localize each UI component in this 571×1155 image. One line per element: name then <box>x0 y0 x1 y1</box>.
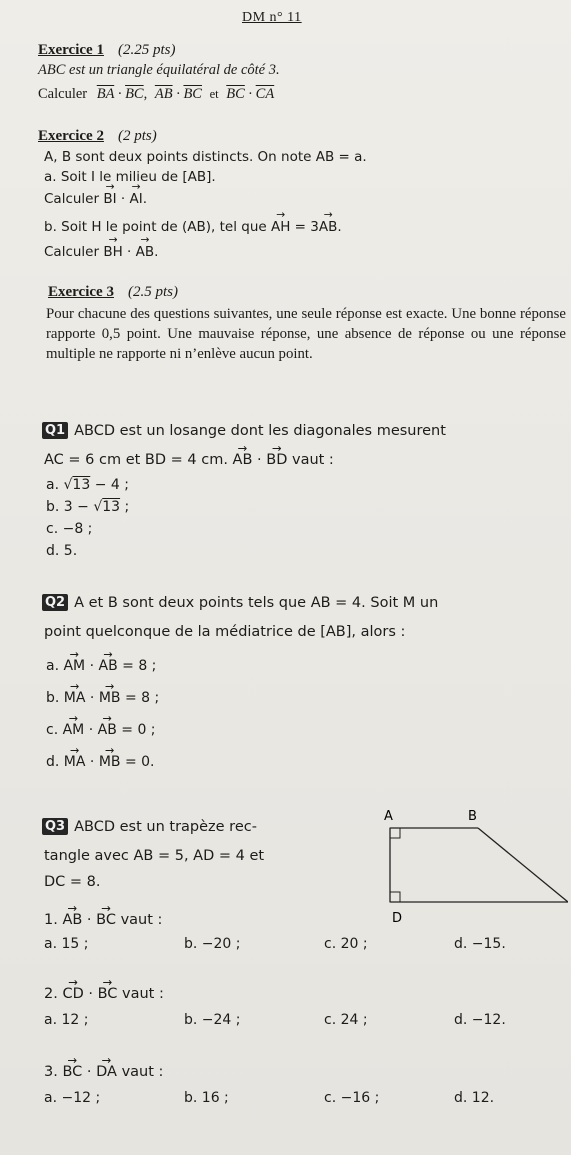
option-label: a. <box>46 477 60 493</box>
vertex-b-label: B <box>468 809 477 824</box>
q3-sub2-option-a: a. 12 ; <box>44 1012 89 1028</box>
vector-ma: → MA <box>64 754 86 770</box>
vaut-label: vaut : <box>122 986 164 1002</box>
side-bc <box>478 828 568 902</box>
vector-ab: → AB <box>98 722 117 738</box>
vertex-d-label: D <box>392 911 403 926</box>
sub-label: 3. <box>44 1064 58 1080</box>
right-angle-a-icon <box>390 828 400 838</box>
exercise-1-name: Exercice 1 <box>38 42 104 58</box>
q3-sub1-option-d: d. −15. <box>454 936 506 952</box>
exercise-2-part-b-question: Calculer → BH · → AB. <box>44 244 158 260</box>
q1-text: ABCD est un losange dont les diagonales mesurent <box>74 423 446 439</box>
q2-option-c: c. → AM · → AB = 0 ; <box>46 722 156 738</box>
exercise-1-heading <box>38 42 175 59</box>
vector-ab: → AB <box>233 452 253 468</box>
q3-sub2-question: 2. → CD · → BC vaut : <box>44 986 164 1002</box>
option-label: c. <box>46 722 59 738</box>
q3-sub2-option-c: c. 24 ; <box>324 1012 368 1028</box>
sub-label: 1. <box>44 912 58 928</box>
vector-ba: $\overline{BA}$ <box>96 86 115 102</box>
vector-bc: → BC <box>98 986 118 1002</box>
right-angle-d-icon <box>390 892 400 902</box>
q3-sub1-question: 1. → AB · → BC vaut : <box>44 912 162 928</box>
option-rest: = 0 ; <box>121 722 156 738</box>
exercise-2-part-b: b. Soit H le point de (AB), tel que → AH = 3→ AB. <box>44 219 342 235</box>
q3-sub3-option-b: b. 16 ; <box>184 1090 229 1106</box>
vector-mb: → MB <box>99 690 121 706</box>
q1-line-1 <box>42 422 446 439</box>
q3-sub3-option-c: c. −16 ; <box>324 1090 380 1106</box>
exercise-2-statement: A, B sont deux points distincts. On note AB = a. <box>44 149 367 165</box>
q2-option-a: a. → AM · → AB = 8 ; <box>46 658 156 674</box>
q1-badge: Q1 <box>42 422 68 439</box>
option-rest: = 8 ; <box>124 690 160 706</box>
exercise-2-part-a: a. Soit I le milieu de [AB]. <box>44 169 216 185</box>
q1-option-c: c. −8 ; <box>46 521 93 537</box>
q3-sub3-option-d: d. 12. <box>454 1090 495 1106</box>
option-rest: ; <box>124 499 130 515</box>
q3-sub2-option-b: b. −24 ; <box>184 1012 241 1028</box>
q3-sub1-option-b: b. −20 ; <box>184 936 241 952</box>
vector-bd: → BD <box>266 452 287 468</box>
vector-ab: $\overline{AB}$ <box>154 86 173 102</box>
q2-option-b: b. → MA · → MB = 8 ; <box>46 690 159 706</box>
option-rest: − 4 ; <box>94 477 129 493</box>
exercise-3-heading <box>48 284 178 301</box>
exercise-1-statement: ABC est un triangle équilatéral de côté 3. <box>38 62 280 78</box>
vector-bc-2: $\overline{BC}$ <box>183 86 202 102</box>
vector-da: → DA <box>96 1064 117 1080</box>
vector-bi: → BI <box>103 191 116 207</box>
exercise-3-points: (2.5 pts) <box>127 284 178 300</box>
vaut-label: vaut : <box>120 912 163 928</box>
vector-ab: → AB <box>319 219 338 235</box>
vector-mb: → MB <box>99 754 121 770</box>
q1-option-d: d. 5. <box>46 543 78 559</box>
separator: , <box>143 86 148 102</box>
part-b-text: b. Soit H le point de (AB), tel que <box>44 219 267 235</box>
q1-vaut: vaut : <box>291 452 334 468</box>
calc-label: Calculer <box>38 86 88 102</box>
exercise-2-part-a-question: Calculer → BI · → AI. <box>44 191 147 207</box>
sub-label: 2. <box>44 986 58 1002</box>
vector-ab: → AB <box>62 912 82 928</box>
calc-label: Calculer <box>44 191 100 207</box>
vector-am: → AM <box>63 722 85 738</box>
q1-diagonals: AC = 6 cm et BD = 4 cm. <box>44 452 228 468</box>
vaut-label: vaut : <box>121 1064 164 1080</box>
vector-ai: → AI <box>129 191 142 207</box>
vector-ca: $\overline{CA}$ <box>255 86 275 102</box>
q2-text: A et B sont deux points tels que AB = 4. Soit M un <box>74 595 439 611</box>
q2-option-d: d. → MA · → MB = 0. <box>46 754 155 770</box>
q3-text: ABCD est un trapèze rec- <box>74 819 257 835</box>
radicand: 13 <box>72 477 91 493</box>
option-label: d. <box>46 754 60 770</box>
option-label: a. <box>46 658 60 674</box>
option-label: b. 3 − <box>46 499 89 515</box>
vector-ma: → MA <box>64 690 86 706</box>
option-label: b. <box>46 690 60 706</box>
exercise-3-name: Exercice 3 <box>48 284 114 300</box>
vector-bc: → BC <box>96 912 116 928</box>
exercise-3-instructions: Pour chacune des questions suivantes, une seule réponse est exacte. Une bonne réponse rapporte 0,5 point. Une mauvaise réponse, une absence de réponse ou une réponse multiple ne rapporte ni n’enlève aucun point. <box>46 306 566 362</box>
vector-ah: → AH <box>271 219 290 235</box>
vector-am: → AM <box>63 658 85 674</box>
q3-sub1-option-c: c. 20 ; <box>324 936 368 952</box>
q3-sub2-option-d: d. −12. <box>454 1012 506 1028</box>
vector-cd: → CD <box>62 986 83 1002</box>
option-rest: = 0. <box>124 754 155 770</box>
vector-ab: → AB <box>99 658 118 674</box>
exercise-1-points: (2.25 pts) <box>117 42 176 58</box>
q3-line-2: tangle avec AB = 5, AD = 4 et <box>44 848 265 864</box>
q3-sub3-question: 3. → BC · → DA vaut : <box>44 1064 163 1080</box>
q3-sub1-option-a: a. 15 ; <box>44 936 89 952</box>
exercise-2-points: (2 pts) <box>117 128 157 144</box>
q1-line-2: AC = 6 cm et BD = 4 cm. → AB · → BD vaut : <box>44 452 334 468</box>
vector-bc: $\overline{BC}$ <box>125 86 144 102</box>
equals-three: = 3 <box>294 219 319 235</box>
exercise-2-heading <box>38 128 157 145</box>
vector-bc-3: $\overline{BC}$ <box>226 86 245 102</box>
q1-option-a: a. √13 − 4 ; <box>46 477 129 493</box>
q3-line-3: DC = 8. <box>44 874 101 890</box>
calc-label: Calculer <box>44 244 100 260</box>
option-rest: = 8 ; <box>122 658 157 674</box>
radicand: 13 <box>102 499 121 515</box>
q3-badge: Q3 <box>42 818 68 835</box>
q2-line-1 <box>42 594 438 611</box>
q1-option-b: b. 3 − √13 ; <box>46 499 130 515</box>
vector-bh: → BH <box>103 244 122 260</box>
page-title: DM n° 11 <box>242 10 302 25</box>
vertex-a-label: A <box>384 809 393 824</box>
q3-line-1 <box>42 818 257 835</box>
q2-line-2: point quelconque de la médiatrice de [AB], alors : <box>44 624 406 640</box>
vector-ab-2: → AB <box>136 244 155 260</box>
q2-badge: Q2 <box>42 594 68 611</box>
exercise-1-question: Calculer $\overline{BA} \cdot \overline{BC}$, $\overline{AB} \cdot \overline{BC}$ et $\overline{BC} \cdot \overline{CA}$ <box>38 86 275 102</box>
and-word: et <box>209 87 219 101</box>
q3-sub3-option-a: a. −12 ; <box>44 1090 101 1106</box>
trapezoid-figure <box>372 806 568 928</box>
vector-bc: → BC <box>62 1064 82 1080</box>
exercise-2-name: Exercice 2 <box>38 128 104 144</box>
